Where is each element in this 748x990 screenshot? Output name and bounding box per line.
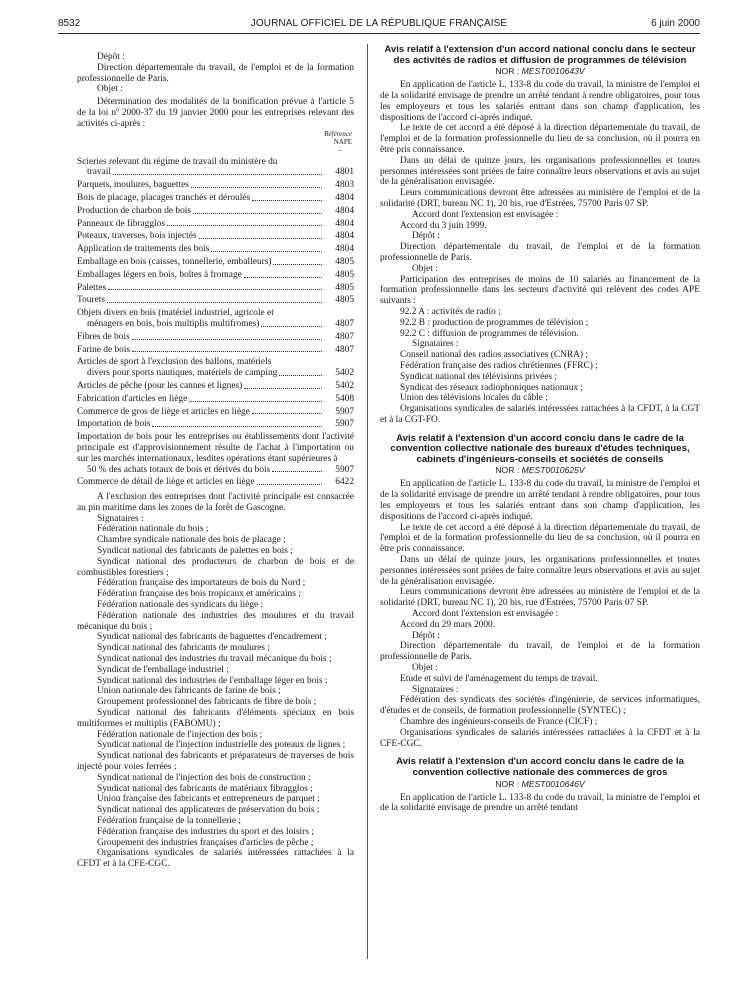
leader-dots — [257, 484, 322, 485]
activity-line — [77, 244, 354, 255]
nape-code: 4805 — [335, 256, 354, 267]
nape-code: 4805 — [335, 282, 354, 293]
activity-row — [77, 381, 354, 392]
activity-label: Fibres de bois — [77, 331, 130, 342]
activity-line — [77, 477, 354, 488]
signataire-item: Groupement professionnel des fabricants de fibre de bois ; — [97, 697, 317, 708]
s3-nor-label: NOR : — [495, 778, 520, 789]
signataire-item: Syndicat national des fabricants de palettes en bois ; — [97, 546, 293, 557]
activity-line — [77, 407, 354, 418]
s2-p1: En application de l'article L. 133-8 du code du travail, la ministre de l'emploi et de la solidarité envisage de prendre un arrêté tendant à rendre obligatoires, pour tous les employeurs et tous les salariés entrant dans son champ d'application, les dispositions de l'accord ci-après indiqué. — [380, 479, 700, 522]
nape-code: 4804 — [335, 231, 354, 242]
activity-line — [77, 345, 354, 356]
activities-list — [77, 157, 354, 489]
activity-label: Bois de placage, placages tranchés et déroulés — [77, 192, 251, 203]
activity-line — [77, 381, 354, 392]
activity-line — [77, 257, 354, 268]
left-signataires-list — [77, 524, 354, 870]
s1-objet-label: Objet : — [412, 263, 438, 274]
activity-label: Commerce de détail de liège et articles en liège — [77, 477, 255, 488]
activity-label: 50 % des achats totaux de bois et dérivés du bois — [87, 464, 271, 475]
activity-line — [77, 295, 354, 306]
s3-title: Avis relatif à l'extension d'un accord conclu dans le cadre de la convention collective nationale des commerces de gros — [396, 756, 684, 778]
signataire-item: Syndicat national des producteurs de charbon de bois et de combustibles forestiers ; — [77, 556, 354, 578]
depot-label: Dépôt : — [97, 52, 125, 62]
ape-code-item: 92.2 B : production de programmes de télévision ; — [400, 317, 589, 328]
s2-nor-label: NOR : — [495, 465, 520, 476]
activity-line — [77, 319, 354, 330]
activity-text: Objets divers en bois (matériel industriel, agricole et — [77, 308, 274, 319]
signataire-item: Fédération française des industries du sport et des loisirs ; — [97, 826, 314, 837]
activity-row — [77, 206, 354, 217]
depot-text: Direction départementale du travail, de l'emploi et de la formation professionnelle de Paris. — [77, 62, 354, 84]
activity-row — [77, 257, 354, 268]
activity-row — [77, 283, 354, 294]
leader-dots — [273, 264, 322, 265]
s1-title: Avis relatif à l'extension d'un accord national conclu dans le secteur des activités de radios et diffusion de programmes de télévision — [384, 44, 696, 66]
s1-p1: En application de l'article L. 133-8 du code du travail, la ministre de l'emploi et de la solidarité envisage de prendre un arrêté tendant à rendre obligatoires, pour tous les employeurs et tous les salariés entrant dans son champ d'application, les dispositions de l'accord ci-après indiqué. — [380, 80, 700, 123]
objet-text: Détermination des modalités de la bonification prévue à l'article 5 de la loi nº 2000-37 du 19 janvier 2000 pour les entreprises relevant des activités ci-après : — [77, 97, 354, 129]
s1-accord-label: Accord dont l'extension est envisagée : — [412, 209, 559, 220]
signataire-item: Organisations syndicales de salariés intéressées rattachées à la CFDT, à la CGT et à la CGT-FO. — [380, 404, 700, 425]
leader-dots — [167, 225, 322, 226]
nape-code: 4801 — [335, 167, 354, 178]
nape-code: 4804 — [335, 192, 354, 203]
activity-line — [77, 193, 354, 204]
s1-nor-code: MEST0010643V — [521, 66, 585, 77]
leader-dots — [279, 375, 322, 376]
leader-dots — [191, 187, 322, 188]
activity-line — [77, 219, 354, 230]
activity-row — [77, 419, 354, 430]
activity-label: travail — [87, 167, 111, 178]
reference-dash: – — [338, 145, 342, 154]
activity-row — [77, 407, 354, 418]
signataire-item: Syndicat national de l'injection industrielle des poteaux de lignes ; — [97, 740, 346, 751]
signataire-item: Organisations syndicales de salariés intéressées rattachées à la CFDT et à la CFE-CGC. — [380, 727, 700, 749]
activity-label: Commerce de gros de liège et articles en liège — [77, 406, 250, 417]
activity-label: Emballage en bois (caisses, tonnellerie, emballeurs) — [77, 256, 272, 267]
activity-row — [77, 477, 354, 488]
activity-text: Importation de bois pour les entreprises ou établissements dont l'activité principale est d'approvisionnement résulte de l'achat à l'importation ou sur les marchés internationaux, lesdites opérations étant supérieures à — [77, 432, 354, 464]
activity-text: Articles de sport à l'exclusion des ballons, matériels — [77, 357, 272, 368]
s1-objet: Participation des entreprises de moins de 10 salariés au financement de la formation professionnelle dans les secteurs d'activité qui relèvent des codes APE suivants : — [380, 274, 700, 307]
nape-code: 4804 — [335, 205, 354, 216]
s2-objet-label: Objet : — [412, 663, 438, 674]
activity-label: divers pour sports nautiques, matériels de camping — [87, 368, 278, 379]
leader-dots — [261, 326, 322, 327]
leader-dots — [152, 426, 322, 427]
signataire-item: Syndicat des réseaux radiophoniques nationaux ; — [400, 382, 584, 393]
signataire-item: Syndicat national des fabricants et préparateurs de traverses de bois injecté pour voies ferrées ; — [77, 751, 354, 773]
activity-label: ménagers en bois, bois multiplis multifromes) — [87, 318, 260, 329]
s3-nor-code: MEST0010646V — [521, 778, 585, 789]
nape-code: 4805 — [335, 269, 354, 280]
ape-code-item: 92.2 A : activités de radio ; — [400, 306, 501, 317]
s1-signataires-label: Signataires : — [412, 339, 459, 350]
activity-label: Articles de pêche (pour les cannes et lignes) — [77, 380, 243, 391]
activity-row — [77, 432, 354, 475]
activity-row — [77, 219, 354, 230]
signataire-item: Fédération nationale des syndicats du liège ; — [97, 600, 264, 611]
activity-row — [77, 332, 354, 343]
nape-code: 5907 — [335, 419, 354, 430]
activity-line — [77, 231, 354, 242]
leader-dots — [252, 200, 322, 201]
activity-label: Emballages légers en bois, boîtes à fromage — [77, 269, 242, 280]
leader-dots — [113, 174, 322, 175]
signataire-item: Syndicat national de l'injection des bois de construction ; — [97, 772, 311, 783]
signataire-item: Conseil national des radios associatives (CNRA) ; — [400, 350, 588, 361]
signataire-item: Chambre des ingénieurs-conseils de France (CICF) ; — [400, 717, 598, 727]
s2-p4: Leurs communications devront être adressées au ministère de l'emploi et de la solidarité (DRT, bureau NC 1), 20 bis, rue d'Estrées, 75700 Paris 07 SP. — [380, 587, 700, 609]
s2-nor — [380, 465, 700, 476]
nape-code: 4804 — [335, 244, 354, 255]
s1-signataires-list — [380, 350, 700, 426]
leader-dots — [193, 213, 322, 214]
activity-row — [77, 180, 354, 191]
leader-dots — [244, 388, 322, 389]
signataire-item: Chambre syndicale nationale des bois de placage ; — [97, 535, 286, 546]
activity-line — [77, 283, 354, 294]
s2-accord: Accord du 29 mars 2000. — [400, 619, 496, 630]
leader-dots — [272, 471, 322, 472]
signataire-item: Syndicat national des industries du travail mécanique du bois ; — [97, 654, 332, 665]
s1-codes-list — [380, 307, 700, 339]
leader-dots — [107, 302, 322, 303]
s2-signataires-label: Signataires : — [412, 684, 459, 695]
leader-dots — [244, 277, 322, 278]
leader-dots — [199, 238, 323, 239]
activity-line — [77, 419, 354, 430]
objet-label: Objet : — [97, 84, 123, 95]
left-column — [77, 52, 354, 870]
activity-line — [77, 332, 354, 343]
activity-row — [77, 157, 354, 179]
activity-line — [77, 180, 354, 191]
nape-code: 4807 — [335, 318, 354, 329]
activity-label: Importation de bois — [77, 419, 151, 430]
activity-line — [77, 167, 354, 178]
signataire-item: Syndicat national des fabricants d'éléments spéciaux en bois multiformes et multiplis (FABOMU) ; — [77, 708, 354, 729]
activity-line — [77, 206, 354, 217]
s1-depot-label: Dépôt : — [412, 231, 440, 242]
signataire-item: Organisations syndicales de salariés intéressées rattachées à la CFDT et à la CFE-CGC. — [77, 848, 354, 870]
s2-title: Avis relatif à l'extension d'un accord conclu dans le cadre de la convention collective nationale des bureaux d'études techniques, cabinets d'ingénieurs-conseils et sociétés de conseils — [390, 432, 690, 465]
activity-label: Palettes — [77, 282, 107, 293]
right-column — [380, 45, 700, 814]
signataire-item: Syndicat national des fabricants de baguettes d'encadrement ; — [97, 632, 327, 643]
reference-header: Référence NAPE – — [77, 130, 354, 154]
page-number: 8532 — [58, 18, 81, 29]
signataire-item: Fédération des syndicats des sociétés d'ingénierie, de services informatiques, d'études et de conseils, de formation professionnelle (SYNTEC) ; — [380, 695, 700, 717]
activity-row — [77, 295, 354, 306]
nape-code: 5907 — [335, 464, 354, 475]
signataires-label: Signataires : — [97, 513, 144, 524]
activity-line — [77, 270, 354, 281]
nape-code: 5907 — [335, 406, 354, 417]
leader-dots — [132, 351, 322, 352]
s1-depot: Direction départementale du travail, de l'emploi et de la formation professionnelle de Paris. — [380, 242, 700, 263]
activity-label: Panneaux de fibragglos — [77, 218, 165, 229]
nape-code: 4803 — [335, 180, 354, 191]
signataire-item: Union nationale des fabricants de farine de bois ; — [97, 686, 281, 697]
nape-code: 4805 — [335, 295, 354, 306]
activity-text: Scieries relevant du régime de travail du ministère du — [77, 156, 278, 167]
page-header — [58, 17, 700, 31]
activity-row — [77, 193, 354, 204]
signataire-item: Fédération nationale du bois ; — [97, 524, 209, 535]
nape-code: 5402 — [335, 368, 354, 379]
activity-line — [77, 465, 354, 476]
activity-row — [77, 394, 354, 405]
activity-row — [77, 231, 354, 242]
s1-p4: Leurs communications devront être adressées au ministère de l'emploi et de la solidarité (DRT, bureau NC 1), 20 bis, rue d'Estrées, 75700 Paris 07 SP. — [380, 188, 700, 209]
s2-accord-label: Accord dont l'extension est envisagée : — [412, 609, 559, 620]
signataire-item: Syndicat national des fabricants de matériaux fibragglos ; — [97, 783, 313, 794]
header-rule — [58, 33, 700, 34]
s2-p2: Le texte de cet accord a été déposé à la direction départementale du travail, de l'emploi et de la formation professionnelle du lieu de sa conclusion, où il pourra en être pris connaissance. — [380, 522, 700, 555]
nape-code: 4804 — [335, 218, 354, 229]
s2-depot-label: Dépôt : — [412, 630, 440, 641]
activity-row — [77, 357, 354, 379]
activity-label: Farine de bois — [77, 344, 131, 355]
s2-p3: Dans un délai de quinze jours, les organisations professionnelles et toutes personnes intéressées sont priées de faire connaître leurs observations et avis au sujet de la généralisation envisagée. — [380, 555, 700, 587]
nape-code: 6422 — [335, 477, 354, 488]
nape-code: 4807 — [335, 344, 354, 355]
s1-nor-label: NOR : — [495, 66, 520, 77]
activity-label: Tourets — [77, 295, 105, 306]
leader-dots — [132, 339, 322, 340]
signataire-item: Fédération française de la tonnellerie ; — [97, 816, 241, 826]
activity-label: Fabrication d'articles en liège — [77, 393, 188, 404]
leader-dots — [211, 251, 322, 252]
signataire-item: Union française des fabricants et entrepreneurs de parquet ; — [97, 794, 320, 805]
journal-title: JOURNAL OFFICIEL DE LA RÉPUBLIQUE FRANÇAISE — [250, 18, 508, 29]
signataire-item: Syndicat national des télévisions privées ; — [400, 371, 557, 382]
s1-accord: Accord du 3 juin 1999. — [400, 220, 487, 231]
s2-objet: Etude et suivi de l'aménagement du temps de travail. — [400, 673, 598, 684]
activity-row — [77, 308, 354, 330]
signataire-item: Fédération nationale de l'injection des bois ; — [97, 729, 263, 740]
nape-code: 5402 — [335, 380, 354, 391]
nape-code: 4807 — [335, 331, 354, 342]
activity-row — [77, 244, 354, 255]
signataire-item: Syndicat de l'emballage industriel ; — [97, 664, 229, 675]
leader-dots — [252, 413, 322, 414]
s2-signataires-list — [380, 695, 700, 749]
signataire-item: Syndicat national des applicateurs de préservation du bois ; — [97, 805, 320, 816]
s1-p3: Dans un délai de quinze jours, les organisations professionnelles et toutes personnes intéressées sont priées de faire connaître leurs observations et avis au sujet de la généralisation envisagée. — [380, 155, 700, 188]
signataire-item: Fédération française des radios chrétiennes (FFRC) ; — [400, 360, 598, 371]
activity-label: Poteaux, traverses, bois injectés — [77, 231, 197, 242]
signataire-item: Syndicat national des fabricants de moulures ; — [97, 643, 270, 654]
activity-row — [77, 270, 354, 281]
signataire-item: Fédération nationale des industries des moulures et du travail mécanique du bois ; — [77, 610, 354, 632]
activity-label: Parquets, moulures, baguettes — [77, 180, 189, 191]
signataire-item: Syndicat national des industries de l'emballage léger en bois ; — [97, 675, 328, 686]
signataire-item: Fédération française des bois tropicaux et américains ; — [97, 589, 301, 600]
s2-nor-code: MEST0010625V — [521, 465, 585, 476]
exclusion-text: A l'exclusion des entreprises dont l'activité principale est consacrée au pin maritime dans les zones de la forêt de Gascogne. — [77, 492, 354, 513]
ape-code-item: 92.2 C : diffusion de programmes de télévision. — [400, 328, 579, 339]
s1-p2: Le texte de cet accord a été déposé à la direction départementale du travail, de l'emploi et de la formation professionnelle du lieu de sa conclusion, où il pourra en être pris connaissance. — [380, 123, 700, 155]
activity-line — [77, 394, 354, 405]
activity-label: Application de traitements des bois — [77, 244, 210, 255]
activity-line — [77, 368, 354, 379]
signataire-item: Groupement des industries françaises d'articles de pêche ; — [97, 837, 314, 848]
s3-nor — [380, 779, 700, 790]
issue-date: 6 juin 2000 — [651, 18, 700, 29]
leader-dots — [189, 401, 322, 402]
s2-depot: Direction départementale du travail, de l'emploi et de la formation professionnelle de Paris. — [380, 641, 700, 663]
activity-row — [77, 345, 354, 356]
leader-dots — [108, 289, 322, 290]
activity-label: Production de charbon de bois — [77, 205, 192, 216]
s3-p1: En application de l'article L. 133-8 du code du travail, la ministre de l'emploi et de la solidarité envisage de prendre un arrêté tendant — [380, 792, 700, 814]
s1-nor — [380, 66, 700, 77]
signataire-item: Union des télévisions locales du câble ; — [400, 393, 548, 404]
nape-code: 5408 — [335, 393, 354, 404]
column-separator — [367, 44, 368, 959]
signataire-item: Fédération française des importateurs de bois du Nord ; — [97, 578, 306, 589]
